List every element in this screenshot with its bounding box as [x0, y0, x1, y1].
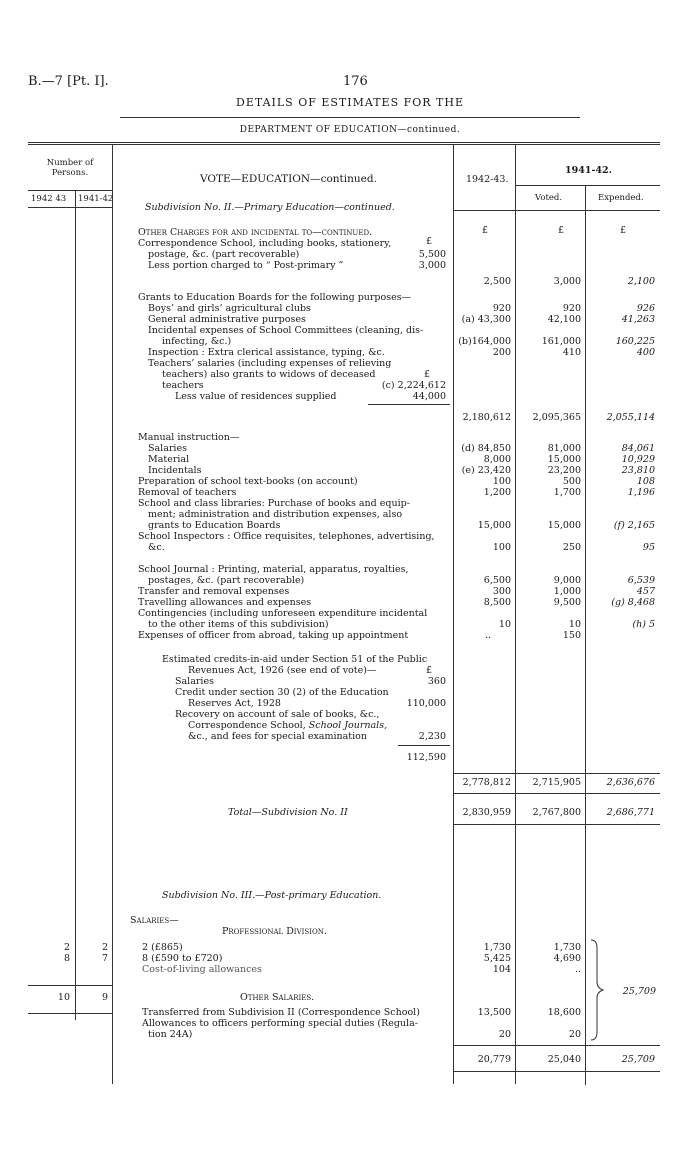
grants-row-label: infecting, &c.) [162, 336, 232, 347]
manual-row-expended: 84,061 [621, 443, 655, 454]
persons-count-underline [28, 1013, 112, 1014]
col-1941-42-header: 1941-42 [78, 194, 114, 204]
table-top-rule [28, 142, 660, 143]
subdivision-2-total-expended: 2,686,771 [606, 807, 655, 818]
pound-sign: £ [620, 225, 627, 236]
voted-col-border [515, 144, 516, 1084]
grants-row-estimate: (a) 43,300 [461, 314, 511, 325]
manual-row-expended: 23,810 [621, 465, 655, 476]
less-portion-line: Less portion charged to “ Post-primary ” [148, 260, 344, 271]
grants-row-estimate: 200 [492, 347, 511, 358]
correspondence-estimate: 2,500 [483, 276, 511, 287]
teachers-line-1: Teachers’ salaries (including expenses of relieving [148, 358, 392, 369]
correspondence-line-1: Correspondence School, including books, stationery, [138, 238, 392, 249]
subdivision-2-total-label: Total—Subdivision No. II [228, 807, 348, 818]
transfer-expended: 457 [636, 586, 655, 597]
manual-row-voted: 81,000 [547, 443, 581, 454]
libraries-line-3: grants to Education Boards [148, 520, 281, 531]
professional-division-heading: Professional Division. [222, 926, 327, 937]
salaries-heading: Salaries— [130, 915, 179, 926]
manual-heading: Manual instruction— [138, 432, 240, 443]
recovery-line-2: Correspondence School, School Journals, [188, 720, 388, 731]
contingencies-line-1: Contingencies (including unforeseen expenditure incidental [138, 608, 428, 619]
grants-row-label: Incidental expenses of School Committees (cleaning, dis- [148, 325, 424, 336]
salary-row-estimate: 104 [492, 964, 511, 975]
persons-count-1941-42: 9 [101, 992, 108, 1003]
credits-salaries: Salaries [175, 676, 214, 687]
correspondence-line-2: postage, &c. (part recoverable) [148, 249, 300, 260]
amount-header-rule [453, 210, 660, 211]
subdivision-2-total-estimate: 2,830,959 [462, 807, 511, 818]
inspectors-line-2: &c. [148, 542, 165, 553]
recovery-line-1: Recovery on account of sale of books, &c., [175, 709, 380, 720]
other-salaries-heading: Other Salaries. [240, 992, 315, 1003]
correspondence-amount: 5,500 [418, 249, 446, 260]
inspectors-estimate: 100 [492, 542, 511, 553]
libraries-line-2: ment; administration and distribution expenses, also [148, 509, 403, 520]
page-title: DETAILS OF ESTIMATES FOR THE [236, 96, 464, 109]
contingencies-estimate: 10 [498, 619, 511, 630]
manual-row-estimate: 100 [492, 476, 511, 487]
recovery-amount: 2,230 [418, 731, 446, 742]
manual-row-voted: 1,700 [553, 487, 581, 498]
abroad-line: Expenses of officer from abroad, taking up appointment [138, 630, 409, 641]
brace-total-expended: 25,709 [622, 986, 656, 997]
grants-row-label: Inspection : Extra clerical assistance, typing, &c. [148, 347, 385, 358]
running-total-voted: 2,715,905 [532, 777, 581, 788]
libraries-expended: (f) 2,165 [613, 520, 655, 531]
subdivision-3-heading: Subdivision No. III.—Post-primary Education. [162, 890, 382, 901]
transfer-estimate: 300 [492, 586, 511, 597]
grants-row-label: Boys’ and girls’ agricultural clubs [148, 303, 311, 314]
grants-row-voted: 920 [562, 303, 581, 314]
estimate-col-border [453, 144, 454, 1084]
vote-title: VOTE—EDUCATION—continued. [200, 173, 377, 185]
credits-salaries-amount: 360 [427, 676, 446, 687]
grants-row-expended: 160,225 [615, 336, 655, 347]
manual-row-voted: 500 [562, 476, 581, 487]
travelling-expended: (g) 8,468 [611, 597, 655, 608]
subdivision-3-total-voted: 25,040 [547, 1054, 581, 1065]
correspondence-expended: 2,100 [627, 276, 655, 287]
salary-row-voted: .. [574, 964, 581, 975]
manual-row-expended: 1,196 [627, 487, 655, 498]
running-total-estimate: 2,778,812 [462, 777, 511, 788]
col-1942-43-header: 1942 43 [31, 194, 67, 204]
expended-header: Expended. [598, 193, 644, 203]
persons-1942-43: 8 [63, 953, 70, 964]
teachers-voted: 2,095,365 [532, 412, 581, 423]
department-heading: DEPARTMENT OF EDUCATION—continued. [239, 125, 461, 135]
inspectors-expended: 95 [642, 542, 655, 553]
manual-row-estimate: (e) 23,420 [461, 465, 511, 476]
manual-row-label: Incidentals [148, 465, 202, 476]
abroad-voted: 150 [562, 630, 581, 641]
salary-row-label: 8 (£590 to £720) [142, 953, 223, 964]
table-top-rule-2 [28, 144, 660, 145]
subdivision-2-heading: Subdivision No. II.—Primary Education—continued. [145, 202, 395, 213]
libraries-voted: 15,000 [547, 520, 581, 531]
salary-row-estimate: 1,730 [483, 942, 511, 953]
subdivision-2-total-voted: 2,767,800 [532, 807, 581, 818]
persons-subheader-rule [28, 207, 112, 208]
expended-col-border [585, 185, 586, 1085]
subdivision-3-total-estimate: 20,779 [477, 1054, 511, 1065]
document-reference: B.—7 [Pt. I]. [28, 74, 109, 89]
pound-sign: £ [424, 369, 431, 380]
number-of-persons-header: Number of Persons. [46, 158, 94, 178]
pound-sign: £ [426, 236, 433, 247]
running-total-rule [453, 773, 660, 774]
journal-voted: 9,000 [553, 575, 581, 586]
credit-line-2: Reserves Act, 1928 [188, 698, 281, 709]
persons-header-rule [28, 190, 112, 191]
voted-header: Voted. [535, 193, 563, 203]
abroad-estimate: .. [484, 630, 491, 641]
manual-row-label: Removal of teachers [138, 487, 237, 498]
teachers-line-2: teachers) also grants to widows of deceased [162, 369, 376, 380]
page-number: 176 [343, 74, 368, 89]
grants-row-voted: 410 [562, 347, 581, 358]
manual-row-voted: 15,000 [547, 454, 581, 465]
persons-1941-42: 7 [101, 953, 108, 964]
header-rule [120, 117, 580, 118]
salary-row-estimate: 5,425 [483, 953, 511, 964]
grants-row-voted: 161,000 [541, 336, 581, 347]
grants-row-voted: 42,100 [547, 314, 581, 325]
libraries-estimate: 15,000 [477, 520, 511, 531]
salary-row-voted: 1,730 [553, 942, 581, 953]
credits-line-2: Revenues Act, 1926 (see end of vote)— [188, 665, 377, 676]
subdivision-3-total-expended: 25,709 [621, 1054, 655, 1065]
salary-row-label: Cost-of-living allowances [142, 964, 262, 975]
grants-row-expended: 926 [636, 303, 655, 314]
allowances-estimate: 20 [498, 1029, 511, 1040]
libraries-line-1: School and class libraries: Purchase of books and equip- [138, 498, 410, 509]
credits-rule [398, 745, 450, 746]
correspondence-voted: 3,000 [553, 276, 581, 287]
manual-row-label: Salaries [148, 443, 187, 454]
persons-count-1942-43: 10 [57, 992, 70, 1003]
subdivision-total-rule [453, 793, 660, 794]
grants-row-estimate: 920 [492, 303, 511, 314]
transfer-line: Transfer and removal expenses [138, 586, 290, 597]
credit-amount: 110,000 [406, 698, 446, 709]
contingencies-line-2: to the other items of this subdivision) [148, 619, 329, 630]
manual-row-expended: 10,929 [621, 454, 655, 465]
teachers-expended: 2,055,114 [606, 412, 655, 423]
grants-row-expended: 400 [636, 347, 655, 358]
subtotal-rule [368, 404, 450, 405]
allowances-line-1: Allowances to officers performing special duties (Regula- [142, 1018, 418, 1029]
other-charges-heading: Other Charges for and incidental to—continued. [138, 227, 373, 238]
pound-sign: £ [426, 665, 433, 676]
manual-row-voted: 23,200 [547, 465, 581, 476]
year-subheader-rule [515, 185, 660, 186]
residences-line: Less value of residences supplied [175, 391, 337, 402]
running-total-expended: 2,636,676 [606, 777, 655, 788]
residences-amount: 44,000 [412, 391, 446, 402]
travelling-voted: 9,500 [553, 597, 581, 608]
persons-1941-42: 2 [101, 942, 108, 953]
travelling-line: Travelling allowances and expenses [138, 597, 312, 608]
less-portion-amount: 3,000 [418, 260, 446, 271]
teachers-estimate: 2,180,612 [462, 412, 511, 423]
grants-heading: Grants to Education Boards for the following purposes— [138, 292, 412, 303]
persons-col-border [112, 144, 113, 1084]
credits-line-1: Estimated credits-in-aid under Section 51 of the Public [162, 654, 428, 665]
grants-row-expended: 41,263 [621, 314, 655, 325]
subdivision-3-total-rule [453, 1045, 660, 1046]
manual-row-estimate: (d) 84,850 [461, 443, 511, 454]
allowances-line-2: tion 24A) [148, 1029, 193, 1040]
manual-row-estimate: 8,000 [483, 454, 511, 465]
journal-line-1: School Journal : Printing, material, apparatus, royalties, [138, 564, 409, 575]
contingencies-expended: (h) 5 [632, 619, 655, 630]
contingencies-voted: 10 [568, 619, 581, 630]
pound-sign: £ [558, 225, 565, 236]
pound-sign: £ [482, 225, 489, 236]
journal-line-2: postages, &c. (part recoverable) [148, 575, 305, 586]
year-1942-43-header: 1942-43. [466, 174, 509, 185]
transfer-voted: 1,000 [553, 586, 581, 597]
manual-row-estimate: 1,200 [483, 487, 511, 498]
grants-row-estimate: (b)164,000 [458, 336, 511, 347]
subdivision-3-total-underline [453, 1071, 660, 1072]
persons-count-rule [28, 985, 112, 986]
persons-col-divider [75, 190, 76, 1020]
year-1941-42-header: 1941-42. [565, 165, 612, 176]
journal-expended: 6,539 [627, 575, 655, 586]
manual-row-label: Material [148, 454, 190, 465]
manual-row-expended: 108 [636, 476, 655, 487]
salary-row-label: 2 (£865) [142, 942, 183, 953]
credits-total: 112,590 [406, 752, 446, 763]
subdivision-total-underline [453, 824, 660, 825]
inspectors-voted: 250 [562, 542, 581, 553]
transferred-line: Transferred from Subdivision II (Correspondence School) [142, 1007, 420, 1018]
grants-row-label: General administrative purposes [148, 314, 306, 325]
inspectors-line-1: School Inspectors : Office requisites, telephones, advertising, [138, 531, 435, 542]
teachers-line-3: teachers [162, 380, 204, 391]
recovery-line-3: &c., and fees for special examination [188, 731, 367, 742]
manual-row-label: Preparation of school text-books (on account) [138, 476, 358, 487]
salary-row-voted: 4,690 [553, 953, 581, 964]
persons-1942-43: 2 [63, 942, 70, 953]
journal-estimate: 6,500 [483, 575, 511, 586]
transferred-voted: 18,600 [547, 1007, 581, 1018]
transferred-estimate: 13,500 [477, 1007, 511, 1018]
allowances-voted: 20 [568, 1029, 581, 1040]
credit-line-1: Credit under section 30 (2) of the Education [175, 687, 389, 698]
teachers-amount: (c) 2,224,612 [381, 380, 446, 391]
travelling-estimate: 8,500 [483, 597, 511, 608]
